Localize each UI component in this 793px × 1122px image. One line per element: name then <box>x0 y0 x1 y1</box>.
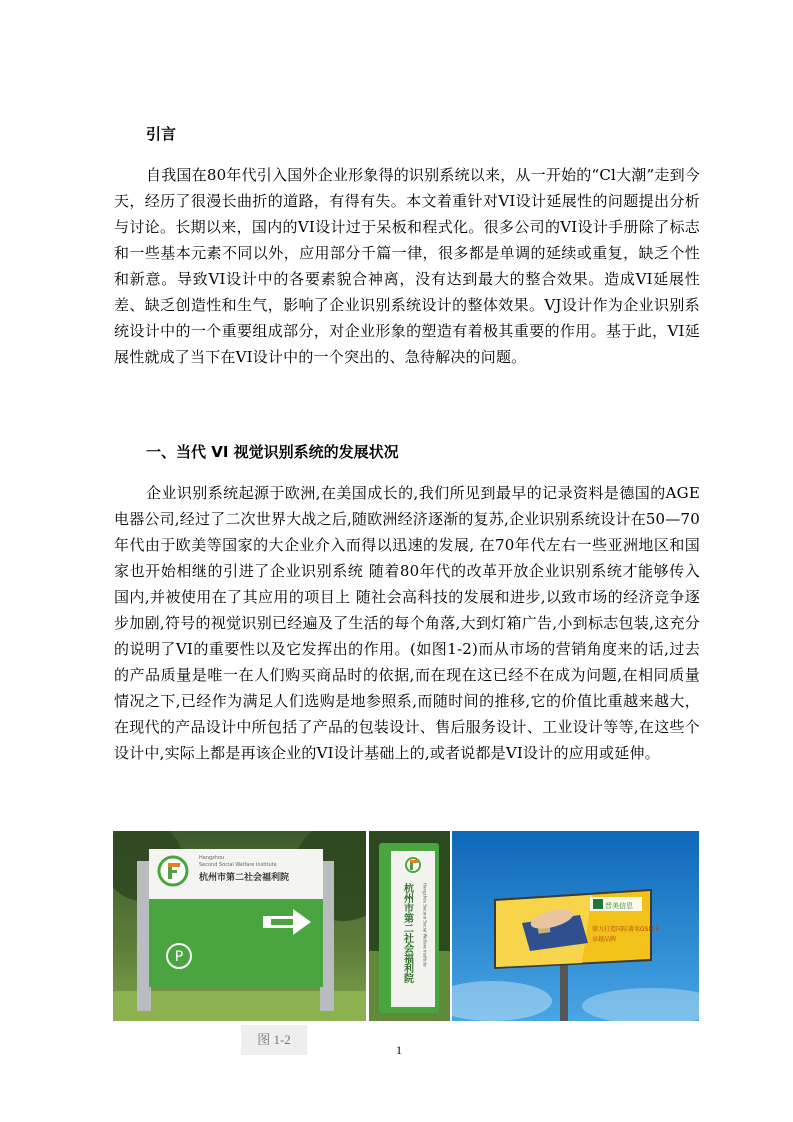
sign2-en-name: Hangzhou Second Social Welfare Institute <box>422 883 428 967</box>
billboard-slogan: 鼎力打造国际著名GSM卡 <box>592 926 660 933</box>
intro-heading: 引言 <box>146 125 177 143</box>
vertical-sign-illustration <box>369 831 450 1021</box>
sign1-en-line2: Second Social Welfare Institute <box>199 862 277 868</box>
billboard-sub: 卓越品牌 <box>592 936 617 943</box>
vertical-sign-photo <box>369 831 450 1021</box>
section1-paragraph: 企业识别系统起源于欧洲,在美国成长的,我们所见到最早的记录资料是德国的AGE 电器公司,经过了二次世界大战之后,随欧洲经济逐渐的复苏,企业识别系统设计在50—70年代由于欧美等国家的大企业介入而得以迅速的发展, 在70年代左右一些亚洲地区和国家也开始相继的引进了企业识别系统 随着80年代的改革开放企业识别系统才能够传入国内,并被使用在了其应用的项目上 随社会高科技的发展和进步,以致市场的经济竞争逐步加剧,符号的视觉识别已经遍及了生活的每个角落,大到灯箱广告,小到标志包装,这充分的说明了VI的重要性以及它发挥出的作用。(如图1-2)而从市场的营销角度来的话,过去的产品质量是唯一在人们购买商品时的依据,而在现在这已经不在成为问题,在相同质量情况之下,已经作为满足人们选购是地参照系,而随时间的推移,它的价值比重越来越大，在现代的产品设计中所包括了产品的包装设计、售后服务设计、工业设计等等,在这些个设计中,实际上都是再该企业的VI设计基础上的,或者说都是VI设计的应用或延伸。 <box>114 484 700 762</box>
intro-paragraph: 自我国在80年代引入国外企业形象得的识别系统以来，从一开始的“Cl大潮”走到今天，经历了很漫长曲折的道路，有得有失。本文着重针对VI设计延展性的问题提出分析与讨论。长期以来，国内的VI设计过于呆板和程式化。很多公司的VI设计手册除了标志和一些基本元素不同以外，应用部分千篇一律，很多都是单调的延续或重复，缺乏个性和新意。导致VI设计中的各要素貌合神离，没有达到最大的整合效果。造成VI延展性差、缺乏创造性和生气，影响了企业识别系统设计的整体效果。VJ设计作为企业识别系统设计中的一个重要组成部分，对企业形象的塑造有着极其重要的作用。基于此，VI延展性就成了当下在VI设计中的一个突出的、急待解决的问题。 <box>114 166 700 366</box>
figure-1-2 <box>113 831 699 1021</box>
sign1-en-line1: Hangzhou <box>199 855 225 861</box>
billboard-illustration <box>452 831 699 1021</box>
figure-caption: 图 1-2 <box>241 1025 307 1055</box>
section1-heading: 一、当代 VI 视觉识别系统的发展状况 <box>146 443 399 461</box>
parking-icon: P <box>174 949 184 965</box>
signboard-illustration <box>113 831 366 1021</box>
sign2-cn-name: 杭州市第二社会福利院 <box>401 883 413 983</box>
billboard-brand: 晋美信息 <box>605 902 633 910</box>
sign1-cn-name: 杭州市第二社会福利院 <box>199 873 290 883</box>
signboard-photo <box>113 831 366 1021</box>
page-number: 1 <box>396 1043 402 1057</box>
billboard-photo <box>452 831 699 1021</box>
